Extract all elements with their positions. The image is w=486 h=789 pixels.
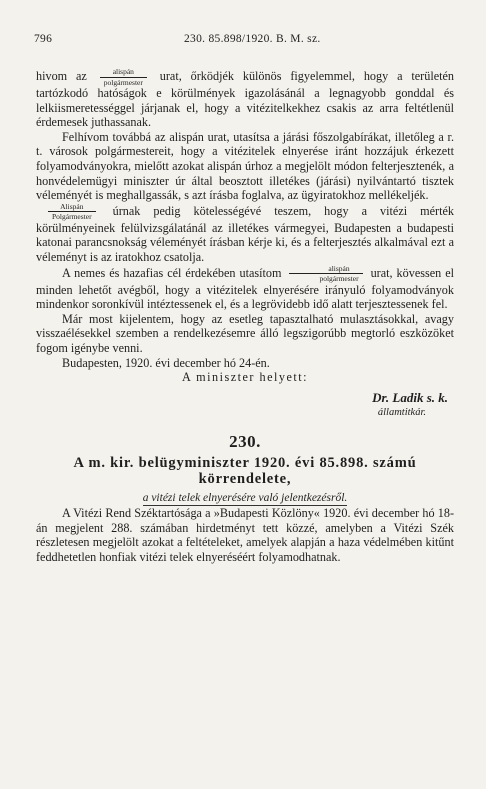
paragraph-5: Már most kijelentem, hogy az esetleg tapasztalható mulasztásokkal, avagy visszaélésekkel szemben a rendelkezésemre álló legszigorúbb megtorló eszközöket fogom igénybe venni. (36, 311, 454, 355)
page-number: 796 (34, 33, 53, 45)
decree-subtitle-text: a vitézi telek elnyerésére való jelentkezésről. (142, 492, 348, 505)
fraction-numerator: alispán (100, 68, 147, 78)
paragraph-4-text: urat, kövessen el minden lehetőt avégből, hogy a vitézitelek elnyerésére irányuló folyamodványok mindenkor soronkívül intéztessenek el, és a legrövidebb idő alatt terjesztessenek fel. (36, 265, 455, 312)
running-title: 230. 85.898/1920. B. M. sz. (184, 33, 321, 45)
signature-block (36, 391, 454, 421)
paragraph-1-lead: hivom az (36, 68, 87, 83)
closing-date: Budapesten, 1920. évi december hó 24-én. (62, 355, 270, 370)
fraction-numerator: alispán (289, 265, 362, 275)
fraction-numerator: Alispán (48, 203, 96, 213)
decree-title-line-2: körrendelete, (198, 471, 292, 488)
paragraph-1-text: urat, őrködjék különös figyelemmel, hogy a területén tartózkodó hatóságok e körülmények igazolásánál a legnagyobb gonddal és lelkiismeretességgel járjanak el, hogy a vitézitelkekhez csakis az arra feltétlenül érdemesek juthassanak. (36, 68, 455, 130)
signer-title: államtitkár. (377, 407, 426, 419)
fraction-denominator: Polgármester (52, 212, 92, 222)
decree-number: 230. (229, 431, 261, 451)
fraction-alispan-polgarmester-3 (289, 265, 362, 283)
signer-name: Dr. Ladik s. k. (372, 389, 448, 405)
decree-subtitle (36, 491, 454, 506)
paragraph-3-text: úrnak pedig kötelességévé teszem, hogy a vitézi mérték körülményeinek felülvizsgálatánál az illetékes vármegyei, Budapesten a budapesti katonai parancsnokság véleményét írásban kérje ki, és a felterjesztés alkalmával ezt a véleményt is az iratokhoz csatolja. (36, 203, 454, 264)
decree-title-line-1: A m. kir. belügyminiszter 1920. évi 85.898. számú (73, 455, 417, 472)
fraction-alispan-polgarmester-2 (48, 203, 96, 221)
paragraph-3 (36, 203, 454, 265)
document-body (36, 68, 454, 564)
fraction-denominator: polgármester (103, 77, 143, 87)
fraction-denominator: polgármester (319, 274, 359, 284)
fraction-alispan-polgarmester-1 (100, 68, 147, 86)
decree-title (36, 455, 454, 487)
deputy-line: A miniszter helyett: (181, 370, 309, 385)
paragraph-1 (36, 68, 454, 130)
paragraph-4-lead: A nemes és hazafias cél érdekében utasítom (62, 265, 282, 280)
paragraph-2: Felhívom továbbá az alispán urat, utasítsa a járási főszolgabírákat, illetőleg a r. t. városok polgármestereit, hogy a vitézitelek elnyerése iránt hozzájuk érkezett folyamodványokra, mielőtt azokat alispán úrhoz a megjelölt módon felterjesztenék, a honvédelemügyi miniszter úr által beosztott illetékes (járási) nyilvántartó tisztek véleményét is meghallgassák, s azt írásba foglalva, az ügyiratokhoz mellékeljék. (36, 129, 454, 203)
decree-body: A Vitézi Rend Széktartósága a »Budapesti Közlöny« 1920. évi december hó 18-án megjelent 288. számában hirdetményt tett közzé, amelyben a Vitézi Szék részletesen megjelölt azokat a feltételeket, amelyek alapján a haza védelmében kitűnt feddhetetlen honfiak vitézi telek elnyeréséért folyamodhatnak. (36, 506, 454, 564)
paragraph-4 (36, 265, 454, 312)
